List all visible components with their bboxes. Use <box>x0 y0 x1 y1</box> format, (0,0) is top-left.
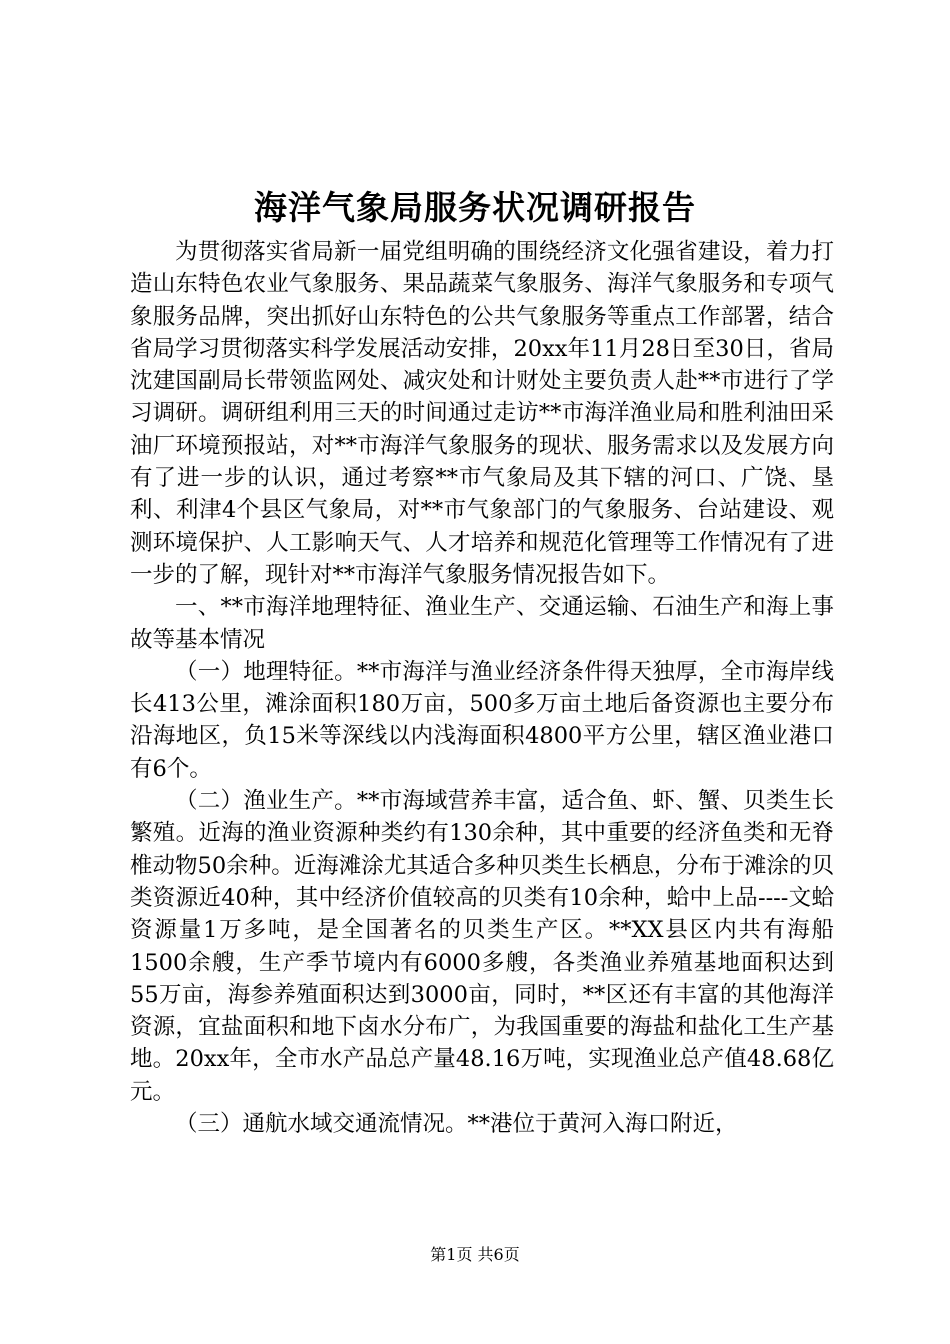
paragraph-geography: （一）地理特征。**市海洋与渔业经济条件得天独厚，全市海岸线长413公里，滩涂面积180万亩，500多万亩土地后备资源也主要分布沿海地区，负15米等深线以内浅海面积4800平方公里，辖区渔业港口有6个。 <box>130 658 834 782</box>
paragraph-section-heading: 一、**市海洋地理特征、渔业生产、交通运输、石油生产和海上事故等基本情况 <box>130 594 834 653</box>
paragraph-intro: 为贯彻落实省局新一届党组明确的围绕经济文化强省建设，着力打造山东特色农业气象服务、果品蔬菜气象服务、海洋气象服务和专项气象服务品牌，突出抓好山东特色的公共气象服务等重点工作部署，结合省局学习贯彻落实科学发展活动安排，20xx年11月28日至30日，省局沈建国副局长带领监网处、减灾处和计财处主要负责人赴**市进行了学习调研。调研组利用三天的时间通过走访**市海洋渔业局和胜利油田采油厂环境预报站，对**市海洋气象服务的现状、服务需求以及发展方向有了进一步的认识，通过考察**市气象局及其下辖的河口、广饶、垦利、利津4个县区气象局，对**市气象部门的气象服务、台站建设、观测环境保护、人工影响天气、人才培养和规范化管理等工作情况有了进一步的了解，现针对**市海洋气象服务情况报告如下。 <box>130 239 834 588</box>
paragraph-navigation: （三）通航水域交通流情况。**港位于黄河入海口附近， <box>175 1111 738 1138</box>
page-footer: 第1页 共6页 <box>430 1245 520 1264</box>
document-body <box>130 236 834 1140</box>
paragraph-fishery: （二）渔业生产。**市海域营养丰富，适合鱼、虾、蟹、贝类生长繁殖。近海的渔业资源种类约有130余种，其中重要的经济鱼类和无脊椎动物50余种。近海滩涂尤其适合多种贝类生长栖息，分布于滩涂的贝类资源近40种，其中经济价值较高的贝类有10余种，蛤中上品----文蛤资源量1万多吨，是全国著名的贝类生产区。**XX县区内共有海船1500余艘，生产季节境内有6000多艘，各类渔业养殖基地面积达到55万亩，海参养殖面积达到3000亩，同时，**区还有丰富的其他海洋资源，宜盐面积和地下卤水分布广，为我国重要的海盐和盐化工生产基地。20xx年，全市水产品总产量48.16万吨，实现渔业总产值48.68亿元。 <box>130 788 834 1105</box>
document-title: 海洋气象局服务状况调研报告 <box>254 188 696 227</box>
